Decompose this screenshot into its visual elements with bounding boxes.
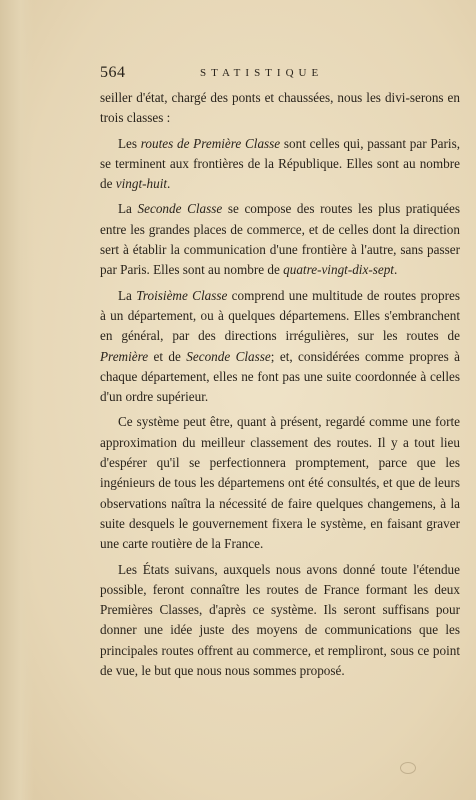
body-text bbox=[100, 88, 460, 686]
italic-text: quatre-vingt-dix-sept bbox=[283, 262, 394, 278]
italic-text: Seconde Classe bbox=[137, 201, 223, 217]
text-run: seiller d'état, chargé des ponts et chaussées, nous les divi-serons en trois classes : bbox=[100, 90, 460, 126]
paragraph bbox=[100, 134, 460, 195]
paragraph bbox=[100, 412, 460, 554]
running-head: STATISTIQUE bbox=[200, 67, 324, 79]
page-header bbox=[100, 64, 460, 86]
text-run: La bbox=[118, 287, 137, 303]
paragraph bbox=[100, 199, 460, 280]
text-run: comprend une multitude de routes propres à un département, ou à quelques départemens. Elles s'embranchent en général, par des directions irrégulières, sur les routes de bbox=[100, 287, 460, 344]
text-run: Les États suivans, auxquels nous avons donné toute l'étendue possible, feront connaître les routes de France formant les deux Premières Classes, d'après ce système. Ils seront suffisans pour donner une idée juste des moyens de communications que les principales routes offrent au commerce, et rempliront, sous ce point de vue, le but que nous nous sommes proposé. bbox=[100, 561, 460, 679]
text-run: . bbox=[393, 262, 398, 278]
text-run: ; et, considérées comme propres à chaque département, elles ne font pas une suite coordonnée à celles d'un ordre supérieur. bbox=[100, 348, 460, 405]
paragraph bbox=[100, 286, 460, 408]
paragraph bbox=[100, 88, 460, 129]
text-run: sont celles qui, passant par Paris, se terminent aux frontières de la République. Elles sont au nombre de bbox=[100, 135, 461, 192]
paragraph bbox=[100, 560, 460, 682]
italic-text: vingt-huit bbox=[115, 176, 168, 192]
text-run: et de bbox=[148, 348, 187, 364]
page-number: 564 bbox=[100, 64, 126, 81]
italic-text: Troisième Classe bbox=[136, 287, 228, 303]
text-run: se compose des routes les plus pratiquées entre les grandes places de commerce, et de celles dont la direction sert à établir la communication d'une frontière à l'autre, sans passer par Paris. Elles sont au nombre de bbox=[100, 201, 460, 278]
page-gutter-shadow bbox=[0, 0, 34, 800]
italic-text: Première bbox=[100, 348, 149, 364]
text-run: Ce système peut être, quant à présent, regardé comme une forte approximation du meilleur classement des routes. Il y a tout lieu d'espérer qu'il se perfectionnera promptement, parce que les ingénieurs de tous les départemens ont été consultés, et que de leurs observations naîtra la nécessité de faire quelques changemens, à la suite desquels le gouvernement fixera le système, en faisant graver une carte routière de la France. bbox=[100, 414, 460, 552]
text-run: . bbox=[167, 176, 171, 192]
text-run: Les bbox=[118, 135, 141, 151]
paper-stain bbox=[400, 762, 416, 774]
italic-text: Seconde Classe bbox=[186, 348, 271, 364]
text-run: La bbox=[118, 201, 138, 217]
italic-text: routes de Première Classe bbox=[140, 135, 281, 151]
